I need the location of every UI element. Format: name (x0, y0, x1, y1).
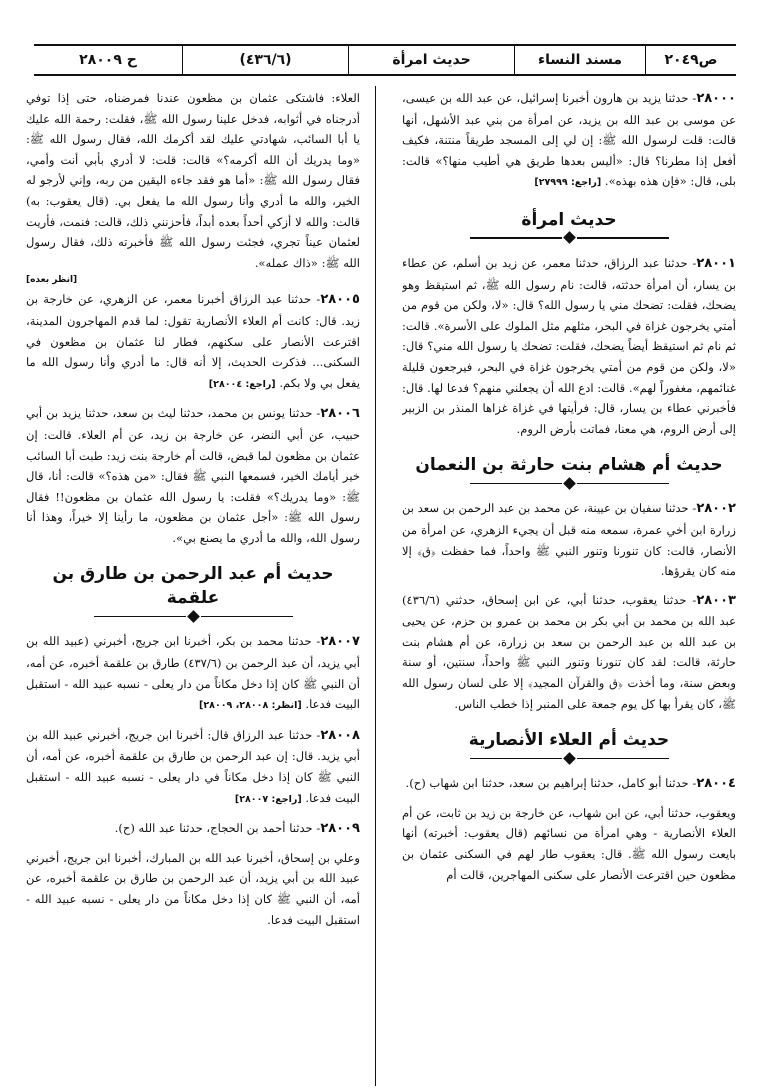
hadith-28009 (26, 818, 360, 840)
hadith-text: - حدثنا أحمد بن الحجاج، حدثنا عبد الله (ح). (114, 821, 321, 836)
hadith-number: ٢٨٠٠٢ (696, 501, 736, 517)
section-heading (402, 728, 736, 763)
hadith-text: - حدثنا يعقوب، حدثنا أبي، عن ابن إسحاق، حدثني (٤٣٦/٦) عبد الله بن محمد بن أبي بكر بن محمد بن عمرو بن حزم، عن يحيى بن عبد الله بن عبد الرحمن بن سعد بن زرارة، عن أم هشام بنت حارثة، قالت: لقد كان تنورنا وتنور النبي ﷺ واحداً، سنتين، أو سنة وبعض سنة، وما أخذت ﴿ق والقرآن المجيد﴾ إلا على لسان رسول الله ﷺ، كان يقرأ بها كل يوم جمعة على المنبر إذا خطب الناس. (402, 592, 736, 711)
hadith-range: ح ٢٨٠٠٩ (79, 52, 137, 68)
section-title: حديث أم هشام بنت حارثة بن النعمان (415, 455, 723, 476)
hadith-28009-continued: وعلي بن إسحاق، أخبرنا عبد الله بن المبارك، أخبرنا ابن جريج، أخبرني عبيد الله بن أبي يزيد، أن عبد الرحمن بن طارق بن علقمة أخبره، عن أمه، أن النبي ﷺ كان إذا دخل مكاناً من دار يعلى - نسبه عبيد الله - استقبل البيت فدعا. (26, 850, 360, 927)
volume-ref: (٤٣٦/٦) (182, 46, 348, 74)
left-column (26, 88, 360, 1083)
section-heading (402, 208, 736, 243)
ornament-divider (402, 478, 736, 488)
hadith-number: ٢٨٠٠٥ (320, 292, 360, 308)
page-number: ص٢٠٤٩ (645, 46, 736, 74)
hadith-number: ٢٨٠٠٣ (696, 592, 736, 608)
hadith-number: ٢٨٠٠١ (696, 255, 736, 271)
musnad-title: مسند النساء (514, 46, 645, 74)
hadith-28004 (402, 773, 736, 795)
hadith-28001 (402, 253, 736, 439)
hadith-28004-continued: ويعقوب، حدثنا أبي، عن ابن شهاب، عن خارجة بن زيد بن ثابت، عن أم العلاء الأنصارية - وهي امرأة من نسائهم (قال يعقوب: أخبرته) أنها بايعت رسول الله ﷺ. قال: يعقوب طار لهم في السكنى عثمان بن مظعون حين اقترعت الأنصار على سكنى المهاجرين، قالت أم (402, 805, 736, 882)
ornament-divider (402, 753, 736, 763)
hadith-title: حديث امرأة (348, 46, 514, 74)
hadith-reference: [راجع: ٢٧٩٩٩] (534, 177, 602, 189)
hadith-text: - حدثنا عبد الرزاق، حدثنا معمر، عن زيد بن أسلم، عن عطاء بن يسار، أن امرأة حدثته، قالت: نام رسول الله ﷺ، ثم استيقظ وهو يضحك، فقلت: تضحك مني يا رسول الله؟ قال: «لا، ولكن من قوم من أمتي يخرجون غزاة في البحر، مثلهم مثل الملوك على الأسرة». قالت: ثم نام ثم استيقظ أيضاً يضحك، فقلت: تضحك يا رسول الله مني؟ قال: «لا، ولكن من قوم من أمتي يخرجون غزاة في البحر، فيرجعون قليلة غنائمهم، مغفوراً لهم». قالت: ادع الله أن يجعلني منهم؟ فدعا لها. قال: فأخبرني عطاء بن يسار، قال: فرأيتها في غزاة غزاها المنذر بن الزبير إلى أرض الروم، هي معنا، فماتت بأرض الروم. (402, 255, 736, 436)
hadith-text: - حدثنا عبد الرزاق أخبرنا معمر، عن الزهري، عن خارجة بن زيد. قال: كانت أم العلاء الأنصارية تقول: لما قدم المهاجرون المدينة، اقترعت الأنصار على سكنهم، فطار لنا عثمان بن مظعون في السكنى... فذكرت الحديث، إلا أنه قال: ما أدري وأنا رسول الله ما يفعل بي ولا بكم. (26, 292, 360, 390)
section-title: حديث امرأة (521, 209, 617, 230)
section-heading (402, 453, 736, 488)
column-divider (375, 86, 376, 1086)
hadith-text: - حدثنا محمد بن بكر، أخبرنا ابن جريج، أخبرني (عبيد الله بن أبي يزيد، أن عبد الرحمن بن (٤٣٧/٦) طارق بن علقمة أخبره، عن أمه، أن النبي ﷺ كان إذا دخل مكاناً من دار يعلى - نسبه عبيد الله - استقبل البيت فدعا. (26, 634, 360, 712)
running-header (34, 44, 736, 76)
hadith-28004-continuation: العلاء: فاشتكى عثمان بن مظعون عندنا فمرضناه، حتى إذا توفي أدرجناه في أثوابه، فدخل علينا رسول الله ﷺ، فقلت: رحمة الله عليك يا أبا السائب، شهادتي عليك لقد أكرمك الله، فقال رسول الله ﷺ: «وما يدريك أن الله أكرمه؟» قالت: قلت: لا أدري بأبي أنت وأمي، فقال رسول الله ﷺ: «أما هو فقد جاءه اليقين من ربه، وإني لأرجو له الخير، والله ما أدري وأنا رسول الله ما يفعل بي. (قال يعقوب: به) قالت: والله لا أزكي أحداً بعده أبداً، فأحزنني ذلك، قالت: فنمت، فأريت لعثمان عيناً تجري، فجئت رسول الله ﷺ فأخبرته ذلك، فقال رسول الله ﷺ: «ذاك عمله». (26, 91, 360, 270)
hadith-28007 (26, 631, 360, 716)
hadith-number: ٢٨٠٠٨ (320, 727, 360, 743)
hadith-text: - حدثنا عبد الرزاق قال: أخبرنا ابن جريج، أخبرني عبيد الله بن أبي يزيد. قال: إن عبد الرحمن بن طارق بن علقمة أخبره، عن أمه، أن النبي ﷺ كان إذا دخل مكاناً في دار يعلى - نسبه عبيد الله - استقبل البيت فدعا. (26, 727, 360, 805)
hadith-number: ٢٨٠٠٦ (320, 406, 360, 422)
right-column (402, 88, 736, 1083)
hadith-text: - حدثنا سفيان بن عيينة، عن محمد بن عبد الرحمن بن سعد بن زرارة ابن أخي عمرة، سمعه منه قبل أن يجيء الزهري، عن امرأة من الأنصار، قالت: كان تنورنا وتنور النبي ﷺ واحداً، فما حفظت ﴿ق﴾ إلا منه كان يقرؤها. (402, 501, 736, 579)
hadith-number: ٢٨٠٠٠ (696, 91, 736, 106)
hadith-28006 (26, 403, 360, 548)
section-title: حديث أم العلاء الأنصارية (468, 730, 670, 751)
hadith-text: - حدثنا أبو كامل، حدثنا إبراهيم بن سعد، حدثنا ابن شهاب (ح). (405, 776, 697, 791)
ornament-divider (402, 233, 736, 243)
hadith-28000 (402, 88, 736, 194)
hadith-text: - حدثنا يونس بن محمد، حدثنا ليث بن سعد، حدثنا يزيد بن أبي حبيب، عن أبي النضر، عن خارجة بن زيد، عن أم العلاء. قالت: إن عثمان بن مظعون لما قبض، قالت أم خارجة بنت زيد: طبت أبا السائب خير أيامك الخير، فسمعها النبي ﷺ فقال: «من هذه؟» قالت: أنا، قال ﷺ: «وما يدريك؟» فقلت: يا رسول الله عثمان بن مظعون!! فقال رسول الله ﷺ: «أجل عثمان بن مظعون، ما رأينا إلا خيراً، وهذا أنا رسول الله، والله ما أدري ما يصنع بي». (26, 406, 360, 545)
ornament-divider (26, 611, 360, 621)
hadith-28002 (402, 498, 736, 581)
hadith-number: ٢٨٠٠٩ (320, 821, 360, 837)
hadith-reference: [انظر: ٢٨٠٠٨، ٢٨٠٠٩] (199, 700, 302, 712)
hadith-reference: [راجع: ٢٨٠٠٤] (208, 378, 276, 390)
hadith-28005 (26, 289, 360, 395)
hadith-number: ٢٨٠٠٤ (696, 776, 736, 792)
hadith-number: ٢٨٠٠٧ (320, 634, 360, 650)
section-title: حديث أم عبد الرحمن بن طارق بن علقمة (52, 564, 334, 609)
hadith-28008 (26, 725, 360, 810)
hadith-28003 (402, 590, 736, 715)
hadith-reference: [انظر بعده] (26, 275, 78, 286)
section-heading (26, 562, 360, 621)
hadith-reference: [راجع: ٢٨٠٠٧] (234, 793, 302, 805)
hadith-text: - حدثنا يزيد بن هارون أخبرنا إسرائيل، عن عبد الله بن عيسى، عن موسى بن عبد الله بن يزيد، عن امرأة من بني عبد الأشهل، أنها قالت: قلت لرسول الله ﷺ: إن لي إلى المسجد طريقاً منتنة، فكيف أفعل إذا مطرنا؟ قال: «أليس بعدها طريق هي أطيب منها؟» قالت: بلى، قال: «فإن هذه بهذه». (402, 91, 736, 189)
